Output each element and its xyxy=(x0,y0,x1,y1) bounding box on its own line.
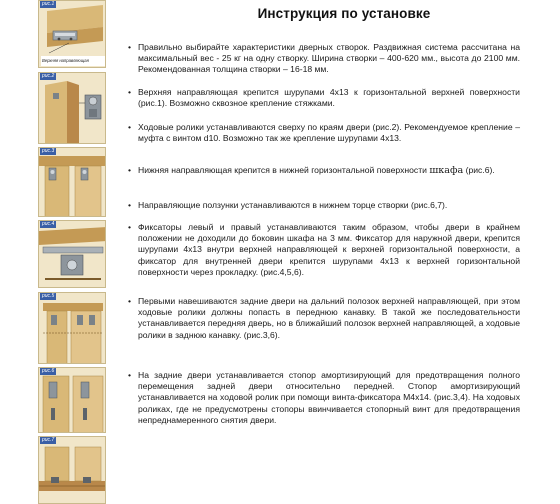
bullet: • xyxy=(128,122,132,132)
instruction-item xyxy=(128,165,520,176)
instruction-text: Первыми навешиваются задние двери на дальний полозок верхней направляющей, при этом ходовые ролики должны попасть в переднюю канавку. В такой же последовательности устанавливается передняя дверь, но в ближайший полозок верхней направляющей, а ходовые ролики в заднюю канавку. (рис.3,6). xyxy=(138,296,520,340)
figure-6 xyxy=(38,367,106,433)
figure-4 xyxy=(38,220,106,288)
figure-6-drawing xyxy=(39,368,106,433)
figure-5-drawing xyxy=(39,293,106,364)
instruction-item xyxy=(128,87,520,109)
figure-2-drawing xyxy=(39,73,106,144)
figure-label: рис.4 xyxy=(42,221,55,227)
instruction-item xyxy=(128,42,520,76)
instruction-item xyxy=(128,122,520,144)
figure-2 xyxy=(38,72,106,144)
bullet: • xyxy=(128,165,132,175)
bullet: • xyxy=(128,370,132,380)
instruction-text-part: шкафа xyxy=(429,165,464,176)
bullet: • xyxy=(128,42,132,52)
instruction-text-part: (рис.6). xyxy=(463,165,495,175)
instructions xyxy=(128,6,520,425)
figure-3-drawing xyxy=(39,148,106,217)
bullet: • xyxy=(128,296,132,306)
instruction-item xyxy=(128,200,520,211)
instruction-text: Направляющие ползунки устанавливаются в нижнем торце створки (рис.6,7). xyxy=(138,200,448,210)
figure-7-drawing xyxy=(39,437,106,504)
figure-5 xyxy=(38,292,106,364)
figure-4-drawing xyxy=(39,221,106,288)
figure-label: рис.3 xyxy=(42,148,55,154)
instruction-text: Ходовые ролики устанавливаются сверху по краям двери (рис.2). Рекомендуемое крепление – муфта с винтом d10. Возможно так же крепление шурупами 4х13. xyxy=(138,122,520,144)
instruction-item xyxy=(128,222,520,278)
figure-label: рис.1 xyxy=(42,1,55,7)
bullet: • xyxy=(128,87,132,97)
instruction-text-part: Нижняя направляющая крепится в нижней горизонтальной поверхности xyxy=(138,165,430,175)
illustration-column xyxy=(38,0,106,504)
figure-label: рис.5 xyxy=(42,293,55,299)
figure-1 xyxy=(38,0,106,68)
figure-7 xyxy=(38,436,106,504)
page-title: Инструкция по установке xyxy=(257,6,431,21)
instruction-text: На задние двери устанавливается стопор амортизирующий для предотвращения полного перемещения задней двери относительно передней. Стопор амортизирующий устанавливается на ходовой ролик при помощи винта-фиксатора М4х14. (рис.3,4). На ходовых роликах, где не предусмотрены стопоры ввинчивается стопорный винт для предотвращения непреднамеренного снятия двери. xyxy=(138,370,520,425)
figure-label: рис.6 xyxy=(42,368,55,374)
figure-label: рис.7 xyxy=(42,437,55,443)
figure-1-caption: Верхняя направляющая xyxy=(42,58,89,63)
instruction-text: Фиксаторы левый и правый устанавливаются таким образом, чтобы двери в крайнем положении не доходили до боковин шкафа на 3 мм. Фиксатор для наружной двери, крепится шурупами 4х13 внутри верхней направляющей к верхней горизонтальной поверхности, а фиксатор для внутренней двери крепится шурупами 4х13 к верхней горизонтальной поверхности через прокладку. (рис.4,5,6). xyxy=(138,222,520,277)
instruction-text: Правильно выбирайте характеристики дверных створок. Раздвижная система рассчитана на максимальный вес - 25 кг на одну створку. Ширина створки – 400-620 мм., высота до 2100 мм. Рекомендованная толщина створки – 16-18 мм. xyxy=(138,42,520,75)
instruction-text: Верхняя направляющая крепится шурупами 4х13 к горизонтальной верхней поверхности (рис.1). Возможно сквозное крепление стяжками. xyxy=(138,87,520,109)
instruction-item xyxy=(128,296,520,341)
figure-label: рис.2 xyxy=(42,73,55,79)
bullet: • xyxy=(128,200,132,210)
figure-3 xyxy=(38,147,106,217)
bullet: • xyxy=(128,222,132,232)
instruction-item xyxy=(128,370,520,426)
instruction-text xyxy=(128,165,520,176)
